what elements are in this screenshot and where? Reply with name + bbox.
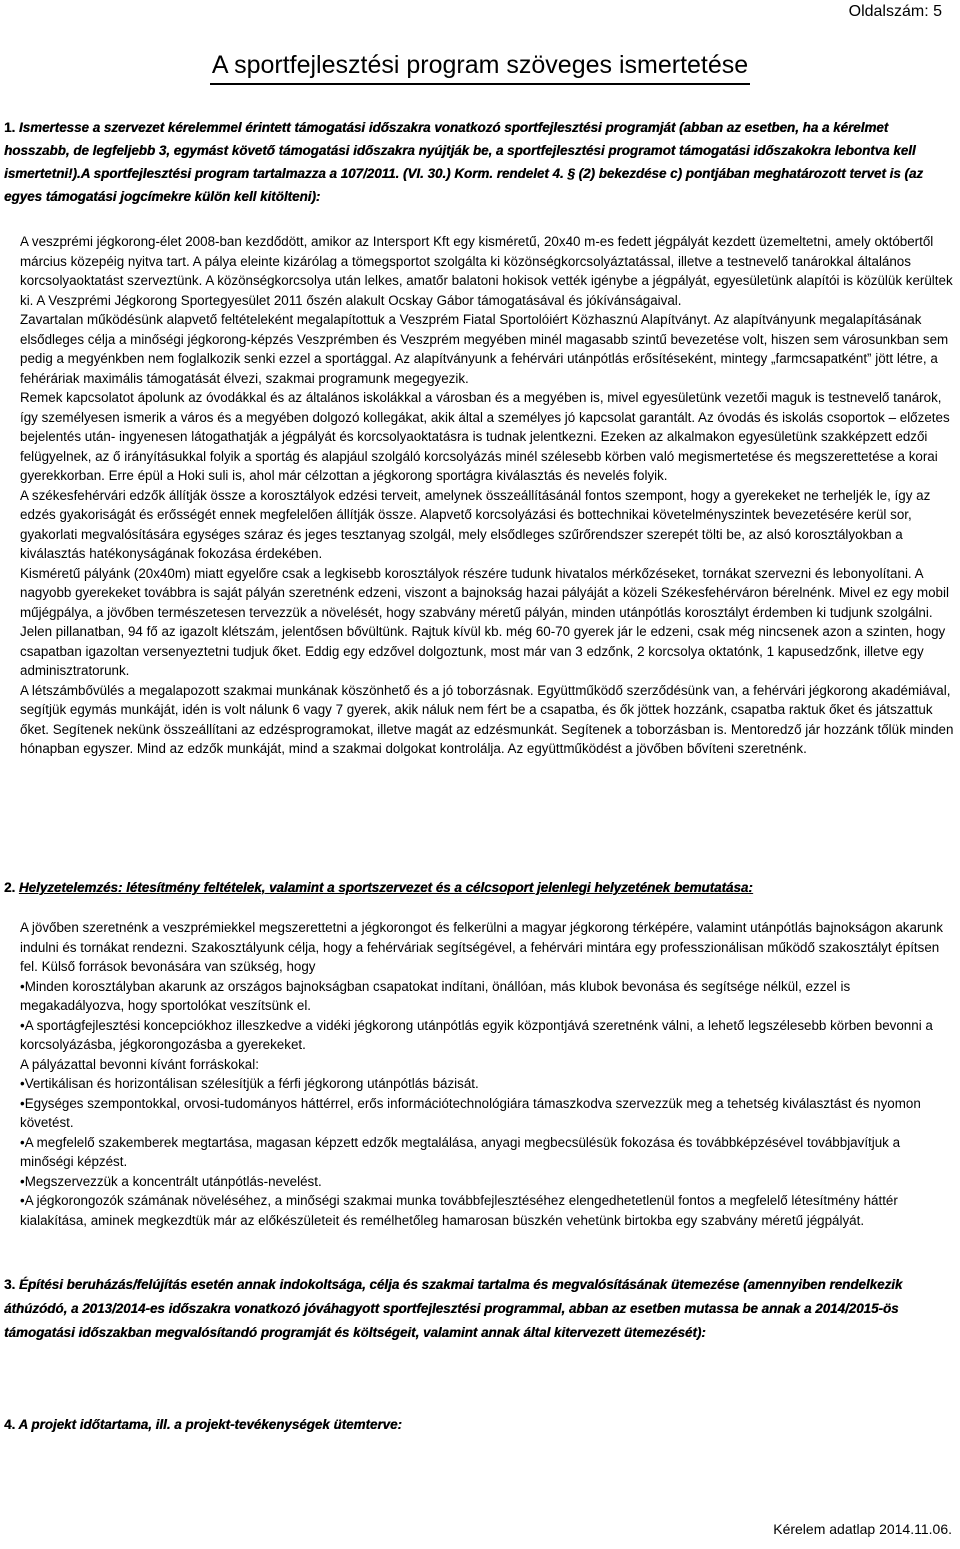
list-item: •Egységes szempontokkal, orvosi-tudományos háttérrel, erős információtechnológiára támaszkodva szervezzük meg a tehetség kiválasztást és nyomon követést. [20,1095,921,1130]
section-3-heading-text: Építési beruházás/felújítás esetén annak indokoltsága, célja és szakmai tartalma és megvalósításának ütemezése (amennyiben rendelkezik áthúzódó, a 2013/2014-es időszakra vonatkozó jóváhagyott sportfejlesztési programmal, abban az esetben mutassa be annak a 2014/2015-ös támogatási időszakban megvalósítandó programját és költségeit, valamint annak által kitervezett ütemezését): [4,1277,903,1340]
list-item: •A megfelelő szakemberek megtartása, magasan képzett edzők megtalálása, anyagi megbecsülésük fokozása és továbbképzésével továbbjavítjuk a minőségi képzést. [20,1134,901,1169]
paragraph: A pályázattal bevonni kívánt forráskokal: [20,1056,259,1072]
footer-form-date: Kérelem adatlap 2014.11.06. [773,1521,952,1537]
section-2-heading-text: Helyzetelemzés: létesítmény feltételek, valamint a sportszervezet és a célcsoport jelenlegi helyzetének bemutatása: [18,880,753,895]
section-1-heading-text: Ismertesse a szervezet kérelemmel érintett támogatási időszakra vonatkozó sportfejlesztési programját (abban az esetben, ha a kérelmet hosszabb, de legfeljebb 3, egymást követő támogatási időszakra nyújtják be, a sportfejlesztési programot támogatási időszakokra lebontva kell ismertetni!).A sportfejlesztési program tartalmazza a 107/2011. (VI. 30.) Korm. rendelet 4. § (2) bekezdése c) pontjában meghatározott tervet is (az egyes támogatási jogcímekre külön kell kitölteni): [4,120,924,204]
list-item: •A sportágfejlesztési koncepciókhoz illeszkedve a vidéki jégkorong utánpótlás egyik központjává szeretnénk válni, a lehető legszélesebb körben bevonni a korcsolyázásba, jégkorongozásba a gyerekeket. [20,1017,933,1052]
paragraph: Remek kapcsolatot ápolunk az óvodákkal és az általános iskolákkal a városban és a megyében is, mivel egyesületünk vezetői maguk is testnevelő tanárok, így személyesen ismerik a város és a megyében dolgozó kollegákat, akik által a személyes jó kapcsolat garantált. Az óvodás és iskolás csoportok – előzetes bejelentés után- ingyenesen látogathatják a jégpályát és korcsolyaoktatásra is tudnak jelentkezni. Ezeken az alkalmakon egyesületünk szakképzett edzői felügyelnek, az ő irányításukkal folyik a sportág és alapjául szolgáló korcsolyázás minél szélesebb körben való megismertetése és megszerettetése a korai gyerekkorban. Erre épül a Hoki suli is, ahol már célzottan a jégkorong sportágra kiválasztás és nevelés folyik. [20,390,950,483]
section-1-heading [4,116,956,208]
list-item: •Minden korosztályban akarunk az országos bajnokságban csapatokat indítani, önállóan, más klubok bevonása és segítsége nélkül, ezzel is megakadályozva, hogy sportolókat veszítsünk el. [20,978,851,1013]
section-2-number: 2. [4,880,16,895]
title-container [0,50,960,85]
section-3-number: 3. [4,1277,16,1292]
section-2-body [20,918,956,1230]
paragraph: Zavartalan működésünk alapvető feltételeként megalapítottuk a Veszprém Fiatal Sportolóiért Közhasznú Alapítványt. Az alapítványunk megalapításának elsődleges célja a minőségi jégkorong-képzés Veszprémben és Veszprém megyében minél magasabb szintű bevezetése volt, hiszen sem városunkban sem pedig a megyénkben nem foglalkozik senki ezzel a sportággal. Az alapítványunk a fehérvári utánpótlás erősítéseként, mintegy „farmcsapatként” jött létre, a fehéráriak maximális támogatását élvezi, szakmai programunk megegyezik. [20,312,949,386]
section-4-heading [4,1413,956,1436]
list-item: •A jégkorongozók számának növeléséhez, a minőségi szakmai munka továbbfejlesztéséhez elengedhetetlenül fontos a megfelelő létesítmény háttér kialakítása, aminek megkezdtük már az előkészületeit és remélhetőleg hamarosan büszkén vehetünk birtokba egy szabvány méretű jégpályát. [20,1193,898,1228]
list-item: •Vertikálisan és horizontálisan szélesítjük a férfi jégkorong utánpótlás bázisát. [20,1076,479,1091]
section-4-number: 4. [4,1417,16,1432]
section-4-heading-text: A projekt időtartama, ill. a projekt-tevékenységek ütemterve: [18,1417,402,1432]
paragraph: A létszámbővülés a megalapozott szakmai munkának köszönhető és a jó toborzásnak. Együttműködő szerződésünk van, a fehérvári jégkorong akadémiával, segítjük egymás munkáját, idén is volt nálunk 6 vagy 7 gyerek, akik náluk nem fért be a csapatba, és ők jöttek hozzánk, csapatba raktuk őket és játszattuk őket. Segítenek nekünk összeállítani az edzésprogramokat, illetve magát az edzésmunkát. Segítenek a toborzásban is. Mentoredző jár hozzánk tőlük minden hónapban egyszer. Mind az edzők munkáját, mind a szakmai dolgokat kontrolálja. Az együttműködést a jövőben bővíteni szeretnénk. [20,682,954,756]
list-item: •Megszervezzük a koncentrált utánpótlás-nevelést. [20,1173,322,1189]
section-3-heading [4,1273,956,1345]
document-title: A sportfejlesztési program szöveges ismertetése [210,50,750,85]
paragraph: A székesfehérvári edzők állítják össze a korosztályok edzési terveit, amelynek összeállításánál fontos szempont, hogy a gyerekeket ne terheljék le, így az edzés gyakoriságát és erősségét ennek megfelelően állítják össze. Alapvető korcsolyázási és bottechnikai követelményszintek bevezetésére kerül sor, gyakorlati megvalósítására egységes száraz és jeges tesztanyag szolgál, mely elsődleges szűrőrendszer szerepét tölti be, az alsó korosztályokban a kiválasztás hatékonyságának fokozása érdekében. [20,487,931,561]
section-1-body [20,232,956,759]
paragraph: Jelen pillanatban, 94 fő az igazolt klétszám, jelentősen bővültünk. Rajtuk kívül kb. még 60-70 gyerek jár le edzeni, csak még nincsenek azon a szinten, hogy csapatban igazoltan versenyeztetni tudjuk őket. Eddig egy edzővel dolgoztunk, most már van 3 edzőnk, 2 korcsolya oktatónk, 1 kapusedzőnk, illetve egy adminisztratorunk. [20,624,946,678]
section-2-heading [4,876,956,899]
paragraph: A veszprémi jégkorong-élet 2008-ban kezdődött, amikor az Intersport Kft egy kisméretű, 20x40 m-es fedett jégpályát kezdett üzemeltetni, amely októbertől március közepéig nyitva tart. A pálya eleinte kizárólag a tömegsportot szolgálta ki közönségkorcsolyáztatással, illetve a testnevelő tanárokkal általános korcsolyaoktatást szerveztünk. A közönségkorcsolya után lelkes, amatőr balatoni hokisok vették igénybe a jégpályát, egyesületünk alapítói is közülük kerültek ki. A Veszprémi Jégkorong Sportegyesület 2011 őszén alakult Ocskay Gábor támogatásával és jókívánságaival. [20,234,953,308]
section-1-number: 1. [4,120,16,135]
paragraph: Kisméretű pályánk (20x40m) miatt egyelőre csak a legkisebb korosztályok részére tudunk hivatalos mérkőzéseket, tornákat szervezni és lebonyolítani. A nagyobb gyerekeket továbbra is saját pályán szeretnénk edzeni, viszont a bajnokság hazai pályáját a közeli Székesfehérváron bérelnénk. Mivel ez egy mobil műjégpálya, a jövőben természetesen tervezzük a növelését, hogy szabvány méretű pályán, minden utánpótlás korosztályt érdemben ki tudjunk szolgálni. [20,565,949,620]
paragraph: A jövőben szeretnénk a veszprémiekkel megszerettetni a jégkorongot és felkerülni a magyar jégkorong térképére, valamint utánpótlás bajnokságon akarunk indulni és tornákat rendezni. Szakosztályunk célja, hogy a fehérváriak segítségével, a fehérvári mintára egy professzionálisan működő szakosztályt építsen fel. Külső források bevonására van szükség, hogy [20,920,943,974]
page-number: Oldalszám: 5 [848,3,942,20]
